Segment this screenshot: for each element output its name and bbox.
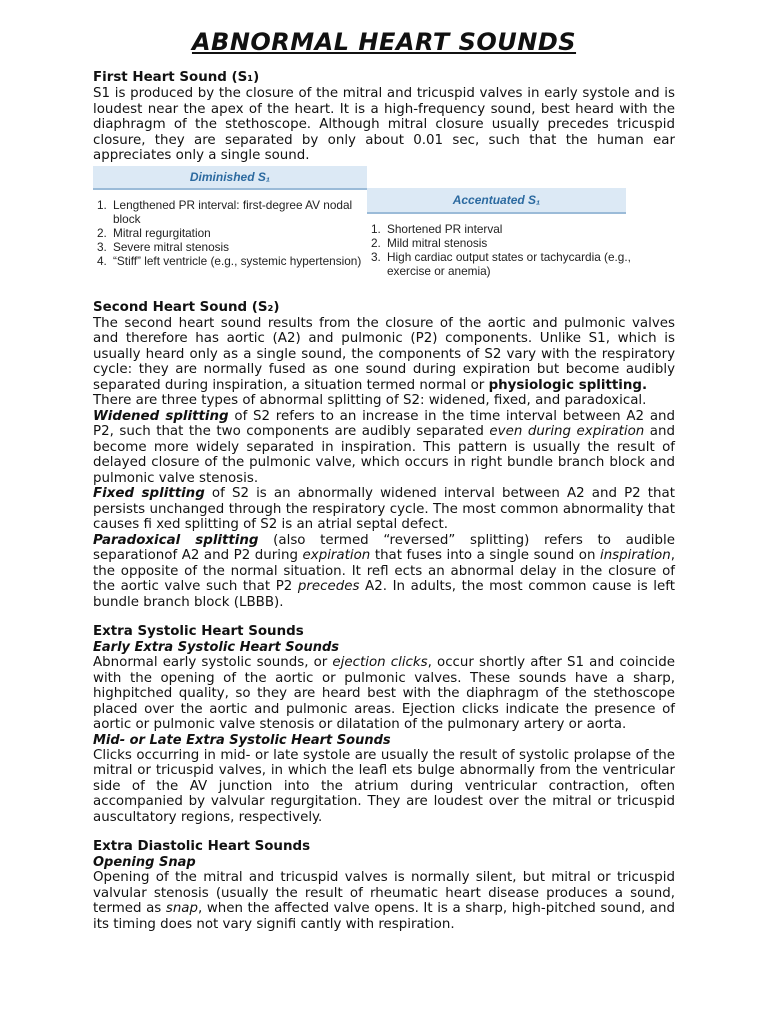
extra-systolic-heading: Extra Systolic Heart Sounds: [93, 624, 304, 639]
list-item: 1. Shortened PR interval: [371, 221, 503, 236]
s1-paragraph: S1 is produced by the closure of the mitral and tricuspid valves in early systole and is loudest near the apex of the heart. It is a high-frequency sound, best heard with the diaphragm of the stethoscope. Although mitral closure usually precedes tricuspid closure, they are separated by only about 0.01 sec, such that the human ear appreciates only a single sound.: [93, 86, 675, 163]
list-item: 1. Lengthened PR interval: first-degree AV nodal block: [97, 197, 353, 226]
opening-snap-heading: Opening Snap: [93, 855, 196, 870]
widened-splitting-paragraph: Widened splitting of S2 refers to an increase in the time interval between A2 and P2, such that the two components are audibly separated even during expiration and become more widely separated in inspiration. This pattern is usually the result of delayed closure of the pulmonic valve, which occurs in right bundle branch block and pulmonic valve stenosis.: [93, 408, 676, 486]
s2-heading: Second Heart Sound (S₂): [93, 299, 280, 315]
list-item: 2. Mitral regurgitation: [97, 225, 211, 240]
s2-paragraph-1: The second heart sound results from the closure of the aortic and pulmonic valves and therefore has aortic (A2) and pulmonic (P2) components. Unlike S1, which is usually heard only as a single sound, the components of S2 vary with the respiratory cycle: they are normally fused as one sound during expiration but become audibly separated during inspiration, a situation termed normal or physiologic splitting.: [93, 315, 675, 393]
diminished-s1-heading: Diminished S₁: [93, 166, 367, 190]
mid-late-systolic-heading: Mid- or Late Extra Systolic Heart Sounds: [93, 732, 391, 748]
document-page: [93, 26, 675, 932]
extra-diastolic-heading: Extra Diastolic Heart Sounds: [93, 839, 311, 854]
diminished-s1-list: [97, 198, 365, 268]
list-item: 3. High cardiac output states or tachycardia (e.g., exercise or anemia): [371, 249, 631, 278]
opening-snap-paragraph: Opening of the mitral and tricuspid valves is normally silent, but mitral or tricuspid valvular stenosis (usually the result of rheumatic heart disease produces a sound, termed as snap, when the affected valve opens. It is a sharp, high-pitched sound, and its timing does not vary signifi cantly with respiration.: [93, 870, 675, 932]
fixed-splitting-paragraph: Fixed splitting of S2 is an abnormally widened interval between A2 and P2 that persists unchanged through the respiratory cycle. The most common abnormality that causes fi xed splitting of S2 is an atrial septal defect.: [93, 486, 675, 532]
s2-paragraph-2: There are three types of abnormal splitting of S2: widened, fixed, and paradoxical.: [93, 393, 647, 408]
page-title: ABNORMAL HEART SOUNDS: [191, 28, 577, 56]
early-systolic-heading: Early Extra Systolic Heart Sounds: [93, 640, 340, 655]
s1-heading: First Heart Sound (S₁): [93, 70, 260, 85]
accentuated-s1-heading: Accentuated S₁: [367, 188, 626, 214]
list-item: 2. Mild mitral stenosis: [371, 235, 488, 250]
paradoxical-splitting-paragraph: Paradoxical splitting (also termed “reversed” splitting) refers to audible separationof A2 and P2 during expiration that fuses into a single sound on inspiration, the opposite of the normal situation. It refl ects an abnormal delay in the closure of the aortic valve such that P2 precedes A2. In adults, the most common cause is left bundle branch block (LBBB).: [93, 532, 675, 610]
list-item: 4. “Stiff” left ventricle (e.g., systemic hypertension): [97, 253, 362, 268]
mid-late-systolic-paragraph: Clicks occurring in mid- or late systole are usually the result of systolic prolapse of the mitral or tricuspid valves, in which the leafl ets bulge abnormally from the ventricular side of the AV junction into the atrium during ventricular contraction, often accompanied by valvular regurgitation. They are loudest over the mitral or tricuspid auscultatory regions, respectively.: [93, 747, 675, 825]
s1-comparison-table: [93, 166, 675, 290]
early-systolic-paragraph: Abnormal early systolic sounds, or ejection clicks, occur shortly after S1 and coincide with the opening of the aortic or pulmonic valves. These sounds have a sharp, highpitched quality, so they are heard best with the diaphragm of the stethoscope placed over the aortic and pulmonic areas. Ejection clicks indicate the presence of aortic or pulmonic valve stenosis or dilatation of the pulmonary artery or aorta.: [93, 655, 675, 732]
accentuated-s1-list: [371, 222, 631, 278]
list-item: 3. Severe mitral stenosis: [97, 239, 230, 254]
